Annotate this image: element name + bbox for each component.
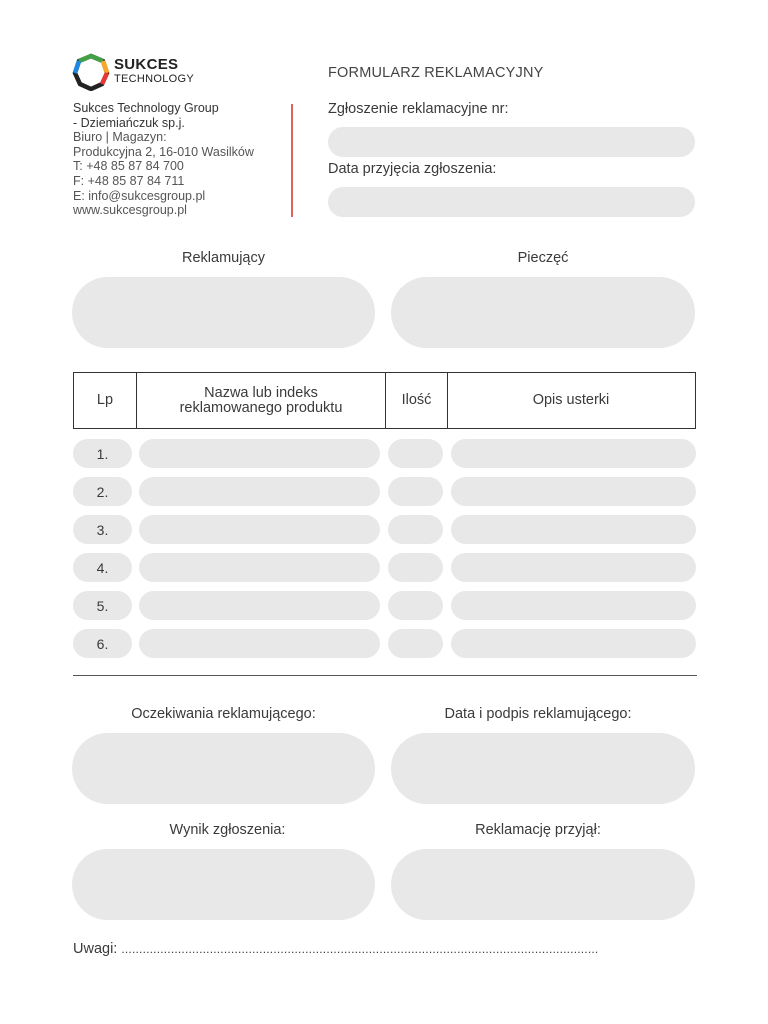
logo-ring-icon	[72, 53, 110, 91]
claimant-field[interactable]	[72, 277, 375, 348]
product-name-field[interactable]	[139, 515, 380, 544]
product-name-field[interactable]	[139, 439, 380, 468]
section-divider	[73, 675, 697, 676]
accepted-by-field[interactable]	[391, 849, 695, 920]
accepted-by-label: Reklamację przyjął:	[475, 822, 601, 838]
email: E: info@sukcesgroup.pl	[73, 188, 206, 203]
office-label: Biuro | Magazyn:	[73, 130, 167, 145]
phone: T: +48 85 87 84 700	[73, 159, 184, 174]
complaint-number-label: Zgłoszenie reklamacyjne nr:	[328, 101, 509, 117]
quantity-field[interactable]	[388, 591, 443, 620]
claimant-label: Reklamujący	[182, 250, 265, 266]
company-logo	[72, 53, 202, 91]
defect-description-field[interactable]	[451, 439, 696, 468]
table-header	[73, 372, 696, 429]
address: Produkcyjna 2, 16-010 Wasilków	[73, 144, 254, 159]
date-received-field[interactable]	[328, 187, 695, 217]
header-divider	[291, 104, 293, 217]
date-signature-label: Data i podpis reklamującego:	[444, 706, 632, 722]
defect-description-field[interactable]	[451, 553, 696, 582]
row-number: 4.	[73, 553, 132, 582]
header-product-name-line2: reklamowanego produktu	[179, 399, 343, 416]
logo-text-primary: SUKCES	[114, 56, 179, 73]
product-name-field[interactable]	[139, 591, 380, 620]
company-info	[73, 101, 283, 218]
row-number: 5.	[73, 591, 132, 620]
form-title: FORMULARZ REKLAMACYJNY	[328, 65, 544, 81]
defect-description-field[interactable]	[451, 629, 696, 658]
notes-line[interactable]	[73, 941, 598, 957]
date-received-label: Data przyjęcia zgłoszenia:	[328, 161, 497, 177]
result-label: Wynik zgłoszenia:	[169, 822, 286, 838]
row-number: 2.	[73, 477, 132, 506]
company-name: Sukces Technology Group	[73, 101, 219, 115]
product-name-field[interactable]	[139, 629, 380, 658]
result-field[interactable]	[72, 849, 375, 920]
logo-text-secondary: TECHNOLOGY	[114, 73, 195, 85]
quantity-field[interactable]	[388, 553, 443, 582]
header-lp: Lp	[96, 392, 114, 408]
quantity-field[interactable]	[388, 439, 443, 468]
quantity-field[interactable]	[388, 515, 443, 544]
quantity-field[interactable]	[388, 629, 443, 658]
header-quantity: Ilość	[385, 373, 447, 428]
stamp-label: Pieczęć	[517, 250, 569, 266]
header-defect-description: Opis usterki	[447, 373, 694, 428]
expectations-label: Oczekiwania reklamującego:	[131, 706, 316, 722]
header-product-name	[136, 373, 385, 428]
header-product-name-line1: Nazwa lub indeks	[204, 384, 318, 401]
fax: F: +48 85 87 84 711	[73, 173, 185, 188]
defect-description-field[interactable]	[451, 477, 696, 506]
product-name-field[interactable]	[139, 553, 380, 582]
notes-label: Uwagi:	[73, 941, 118, 957]
product-name-field[interactable]	[139, 477, 380, 506]
website: www.sukcesgroup.pl	[73, 203, 187, 218]
row-number: 1.	[73, 439, 132, 468]
defect-description-field[interactable]	[451, 591, 696, 620]
expectations-field[interactable]	[72, 733, 375, 804]
stamp-field[interactable]	[391, 277, 695, 348]
complaint-number-field[interactable]	[328, 127, 695, 157]
quantity-field[interactable]	[388, 477, 443, 506]
row-number: 3.	[73, 515, 132, 544]
company-legal-form: - Dziemiańczuk sp.j.	[73, 115, 185, 130]
notes-dots: .......................................................................................................................................	[121, 942, 599, 956]
row-number: 6.	[73, 629, 132, 658]
defect-description-field[interactable]	[451, 515, 696, 544]
date-signature-field[interactable]	[391, 733, 695, 804]
